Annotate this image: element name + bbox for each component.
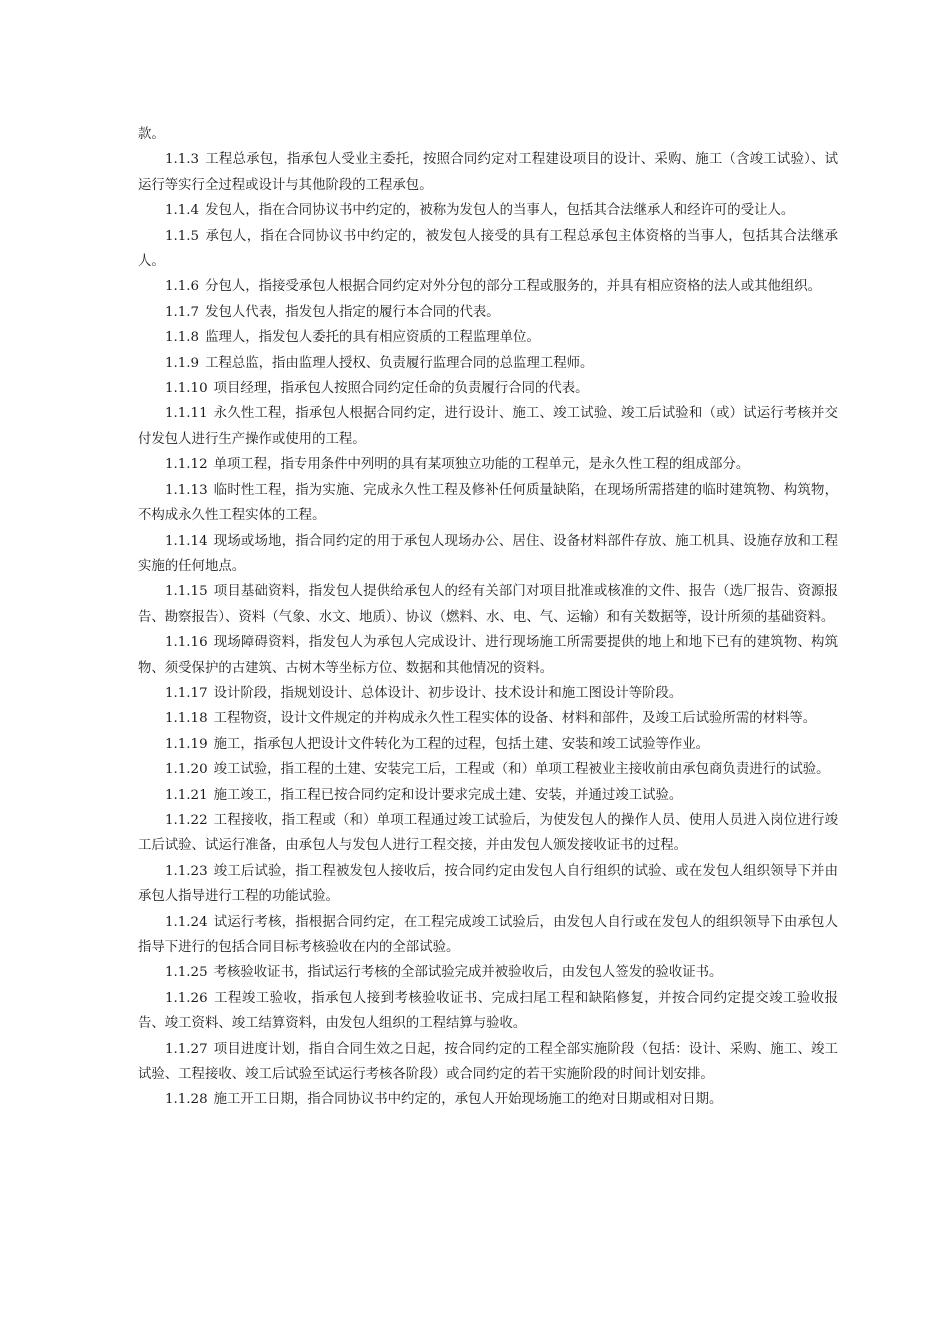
clause-1-1-18: [138, 706, 838, 731]
clause-number: 1.1.24: [165, 914, 208, 930]
clause-text: 试运行考核，指根据合同约定，在工程完成竣工试验后，由发包人自行或在发包人的组织领导下由承包人指导下进行的包括合同目标考核验收在内的全部试验。: [138, 914, 838, 955]
clause-number: 1.1.19: [165, 736, 208, 752]
clause-number: 1.1.28: [165, 1092, 208, 1108]
clause-1-1-11: [138, 401, 838, 452]
clause-number: 1.1.27: [165, 1041, 208, 1057]
clause-number: 1.1.6: [165, 279, 200, 295]
clause-1-1-7: [138, 300, 838, 325]
clause-number: 1.1.16: [165, 635, 208, 651]
clause-text: 设计阶段，指规划设计、总体设计、初步设计、技术设计和施工图设计等阶段。: [213, 685, 683, 701]
clause-number: 1.1.17: [165, 685, 208, 701]
clause-text: 工程接收，指工程或（和）单项工程通过竣工试验后，为使发包人的操作人员、使用人员进入岗位进行竣工后试验、试运行准备，由承包人与发包人进行工程交接，并由发包人颁发接收证书的过程。: [138, 812, 838, 854]
continuation-text: 款。: [138, 127, 165, 142]
clause-1-1-22: [138, 808, 838, 859]
clause-1-1-23: [138, 859, 838, 910]
clause-1-1-24: [138, 910, 838, 961]
clause-text: 发包人代表，指发包人指定的履行本合同的代表。: [205, 304, 500, 320]
clause-number: 1.1.15: [165, 584, 208, 600]
clause-text: 考核验收证书，指试运行考核的全部试验完成并被验收后，由发包人签发的验收证书。: [213, 965, 723, 981]
clause-text: 施工开工日期，指合同协议书中约定的，承包人开始现场施工的绝对日期或相对日期。: [213, 1092, 723, 1108]
clause-text: 单项工程，指专用条件中列明的具有某项独立功能的工程单元，是永久性工程的组成部分。: [213, 457, 750, 473]
clause-1-1-21: [138, 783, 838, 808]
clause-text: 施工，指承包人把设计文件转化为工程的过程，包括土建、安装和竣工试验等作业。: [213, 736, 710, 752]
clause-text: 项目基础资料，指发包人提供给承包人的经有关部门对项目批准或核准的文件、报告（选厂报告、资源报告、勘察报告）、资料（气象、水文、地质）、协议（燃料、水、电、气、运输）和有关数据等，设计所须的基础资料。: [138, 584, 838, 625]
clause-text: 竣工后试验，指工程被发包人接收后，按合同约定由发包人自行组织的试验、或在发包人组织领导下并由承包人指导进行工程的功能试验。: [138, 863, 838, 905]
clause-1-1-14: [138, 529, 838, 580]
clause-text: 施工竣工，指工程已按合同约定和设计要求完成土建、安装，并通过竣工试验。: [213, 787, 683, 803]
clause-number: 1.1.26: [165, 990, 208, 1006]
clause-1-1-26: [138, 986, 838, 1037]
clause-number: 1.1.11: [165, 406, 208, 422]
clause-1-1-3: [138, 147, 838, 198]
clause-1-1-5: [138, 224, 838, 275]
clause-number: 1.1.10: [165, 381, 208, 397]
clause-text: 现场障碍资料，指发包人为承包人完成设计、进行现场施工所需要提供的地上和地下已有的建筑物、构筑物、须受保护的古建筑、古树木等坐标方位、数据和其他情况的资料。: [138, 635, 838, 676]
clause-number: 1.1.14: [165, 533, 208, 549]
clause-1-1-19: [138, 732, 838, 757]
clause-number: 1.1.9: [165, 355, 200, 371]
clause-1-1-4: [138, 198, 838, 223]
clause-1-1-16: [138, 630, 838, 681]
clause-1-1-6: [138, 274, 838, 299]
clause-text: 竣工试验，指工程的土建、安装完工后，工程或（和）单项工程被业主接收前由承包商负责进行的试验。: [213, 762, 830, 778]
clause-number: 1.1.20: [165, 762, 208, 778]
clause-number: 1.1.22: [165, 812, 208, 828]
clause-text: 监理人，指发包人委托的具有相应资质的工程监理单位。: [205, 330, 540, 346]
clause-text: 永久性工程，指承包人根据合同约定，进行设计、施工、竣工试验、竣工后试验和（或）试运行考核并交付发包人进行生产操作或使用的工程。: [138, 406, 838, 447]
clause-number: 1.1.25: [165, 965, 208, 981]
clause-text: 临时性工程，指为实施、完成永久性工程及修补任何质量缺陷，在现场所需搭建的临时建筑物、构筑物，不构成永久性工程实体的工程。: [138, 482, 838, 524]
clause-text: 承包人，指在合同协议书中约定的，被发包人接受的具有工程总承包主体资格的当事人，包括其合法继承人。: [138, 228, 838, 270]
document-page: [138, 122, 838, 1113]
clause-1-1-27: [138, 1037, 838, 1088]
clause-number: 1.1.13: [165, 482, 208, 498]
clause-1-1-8: [138, 325, 838, 350]
clause-number: 1.1.18: [165, 711, 208, 727]
clause-1-1-15: [138, 579, 838, 630]
clause-text: 工程竣工验收，指承包人接到考核验收证书、完成扫尾工程和缺陷修复，并按合同约定提交竣工验收报告、竣工资料、竣工结算资料，由发包人组织的工程结算与验收。: [138, 990, 838, 1032]
clause-1-1-25: [138, 960, 838, 985]
clause-1-1-12: [138, 452, 838, 477]
clause-text: 项目经理，指承包人按照合同约定任命的负责履行合同的代表。: [213, 381, 589, 397]
clause-text: 工程总监，指由监理人授权、负责履行监理合同的总监理工程师。: [205, 355, 594, 371]
clause-1-1-10: [138, 376, 838, 401]
clause-1-1-28: [138, 1087, 838, 1112]
clause-text: 项目进度计划，指自合同生效之日起，按合同约定的工程全部实施阶段（包括：设计、采购、施工、竣工试验、工程接收、竣工后试验至试运行考核各阶段）或合同约定的若干实施阶段的时间计划安排。: [138, 1041, 838, 1083]
clause-1-1-13: [138, 478, 838, 529]
clause-1-1-17: [138, 681, 838, 706]
clause-text: 工程总承包，指承包人受业主委托，按照合同约定对工程建设项目的设计、采购、施工（含竣工试验）、试运行等实行全过程或设计与其他阶段的工程承包。: [138, 152, 838, 193]
clause-1-1-20: [138, 757, 838, 782]
clause-1-1-9: [138, 351, 838, 376]
clause-number: 1.1.3: [165, 152, 200, 168]
clause-number: 1.1.4: [165, 203, 200, 219]
clause-text: 现场或场地，指合同约定的用于承包人现场办公、居住、设备材料部件存放、施工机具、设施存放和工程实施的任何地点。: [138, 533, 838, 574]
clause-number: 1.1.21: [165, 787, 208, 803]
clause-number: 1.1.5: [165, 228, 200, 244]
clause-number: 1.1.7: [165, 304, 200, 320]
clause-number: 1.1.23: [165, 863, 208, 879]
clause-text: 发包人，指在合同协议书中约定的，被称为发包人的当事人，包括其合法继承人和经许可的受让人。: [205, 203, 795, 219]
clause-number: 1.1.8: [165, 330, 200, 346]
clause-number: 1.1.12: [165, 457, 208, 473]
clause-text: 分包人，指接受承包人根据合同约定对外分包的部分工程或服务的，并具有相应资格的法人或其他组织。: [205, 279, 822, 295]
clause-text: 工程物资，设计文件规定的并构成永久性工程实体的设备、材料和部件，及竣工后试验所需的材料等。: [213, 711, 817, 727]
